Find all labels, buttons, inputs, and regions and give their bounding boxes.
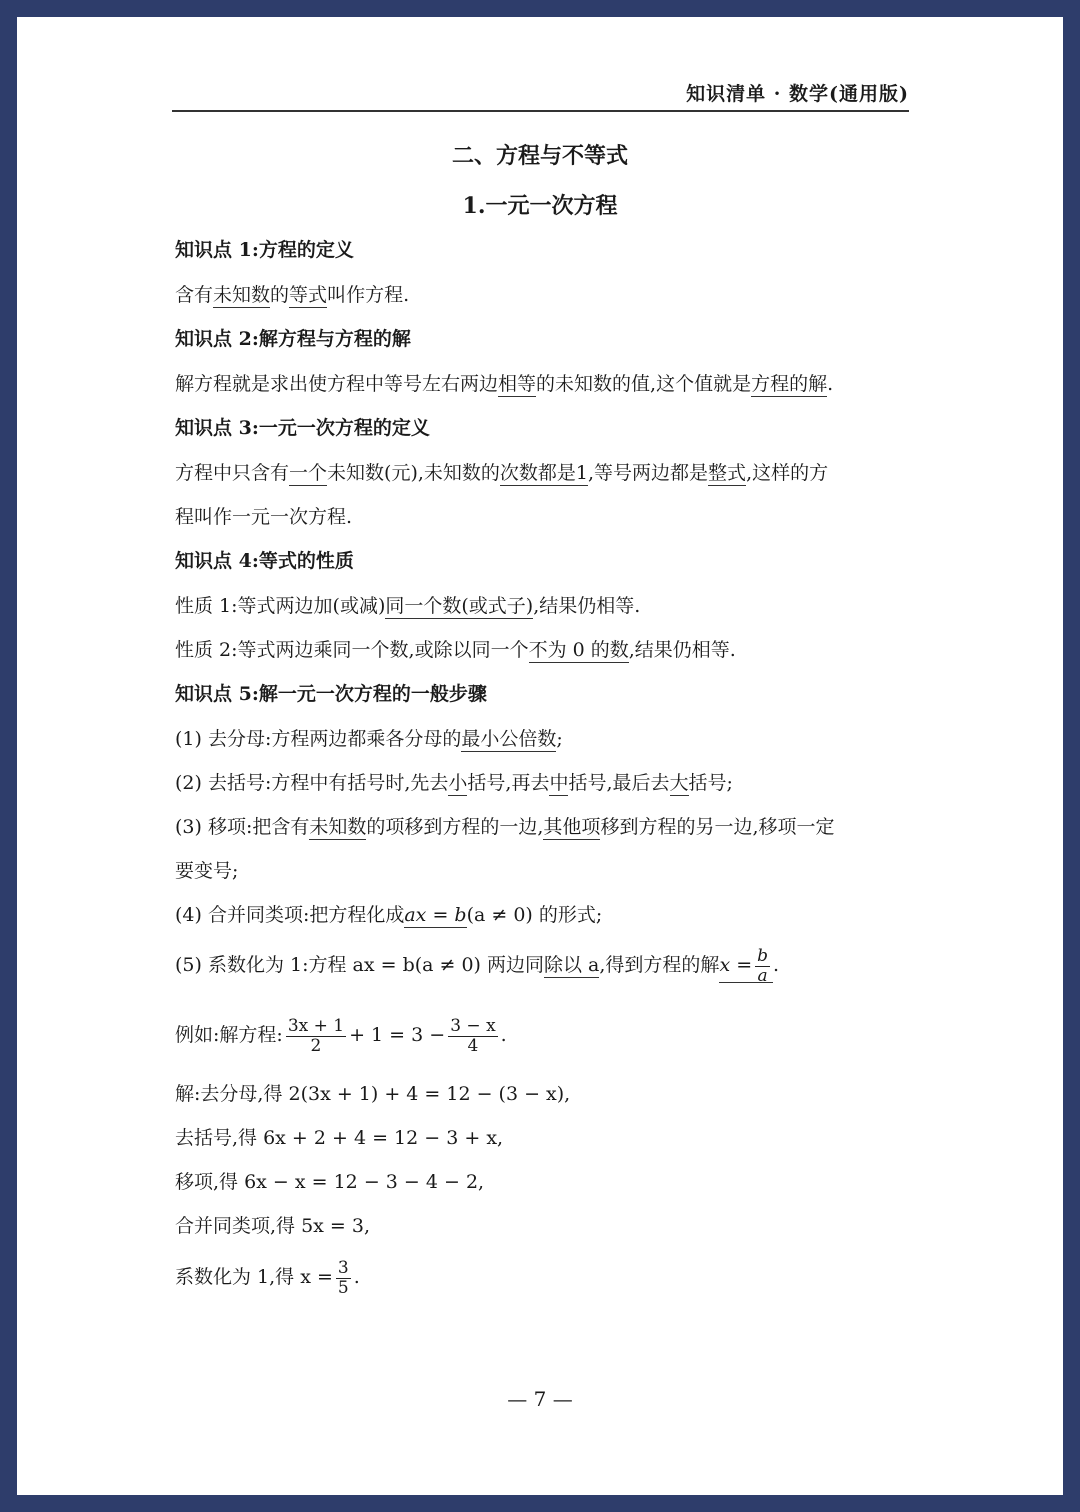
example-step-2: 去括号,得 6x + 2 + 4 = 12 − 3 + x, <box>175 1127 504 1149</box>
document-content <box>17 17 1063 1495</box>
kp5-step-2: (2) 去括号:方程中有括号时,先去小括号,再去中括号,最后去大括号; <box>175 772 733 794</box>
kp4-property-2: 性质 2:等式两边乘同一个数,或除以同一个不为 0 的数,结果仍相等. <box>175 639 736 661</box>
example-fraction-2: $\frac{3 - x}{4}$ <box>450 1016 496 1056</box>
kp4-title: 知识点 4:等式的性质 <box>175 550 354 572</box>
kp1-text: 含有未知数的等式叫作方程. <box>175 284 410 306</box>
kp5-step-3: (3) 移项:把含有未知数的项移到方程的一边,其他项移到方程的另一边,移项一定 <box>175 816 835 838</box>
chapter-title: 二、方程与不等式 <box>451 143 628 169</box>
kp2-text: 解方程就是求出使方程中等号左右两边相等的未知数的值,这个值就是方程的解. <box>175 373 834 395</box>
kp5-title: 知识点 5:解一元一次方程的一般步骤 <box>175 683 487 705</box>
example-step-1: 解:去分母,得 2(3x + 1) + 4 = 12 − (3 − x), <box>175 1083 571 1105</box>
section-title: 1.一元一次方程 <box>462 193 618 219</box>
solution-fraction: $\frac{b}{a}$ <box>757 946 769 986</box>
page-sheet <box>17 17 1063 1495</box>
kp5-step-4: (4) 合并同类项:把方程化成ax = b(a ≠ 0) 的形式; <box>175 904 603 926</box>
header-rule <box>172 110 909 112</box>
kp5-step-1: (1) 去分母:方程两边都乘各分母的最小公倍数; <box>175 728 563 750</box>
kp3-text: 方程中只含有一个未知数(元),未知数的次数都是1,等号两边都是整式,这样的方 <box>175 462 829 484</box>
kp5-step-5: (5) 系数化为 1:方程 ax = b(a ≠ 0) 两边同除以 a,得到方程的解x = $\frac{b}{a}$ . <box>175 946 780 986</box>
example-fraction-1: $\frac{3x + 1}{2}$ <box>287 1016 345 1056</box>
kp3-title: 知识点 3:一元一次方程的定义 <box>175 417 430 439</box>
example-step-5: 系数化为 1,得 x = $\frac{3}{5}$ . <box>175 1258 360 1298</box>
answer-fraction: $\frac{3}{5}$ <box>337 1258 349 1298</box>
kp5-step-3-line2: 要变号; <box>175 860 239 882</box>
example-equation: 例如:解方程: $\frac{3x + 1}{2}$ + 1 = 3 − $\frac{3 - x}{4}$ . <box>175 1016 507 1056</box>
kp1-title: 知识点 1:方程的定义 <box>175 239 354 261</box>
kp2-title: 知识点 2:解方程与方程的解 <box>175 328 411 350</box>
kp3-text-line2: 程叫作一元一次方程. <box>175 506 353 528</box>
running-header: 知识清单 · 数学(通用版) <box>686 83 909 105</box>
example-step-4: 合并同类项,得 5x = 3, <box>175 1215 371 1237</box>
page-number: — 7 — <box>507 1387 573 1411</box>
kp4-property-1: 性质 1:等式两边加(或减)同一个数(或式子),结果仍相等. <box>175 595 641 617</box>
example-step-3: 移项,得 6x − x = 12 − 3 − 4 − 2, <box>175 1171 485 1193</box>
